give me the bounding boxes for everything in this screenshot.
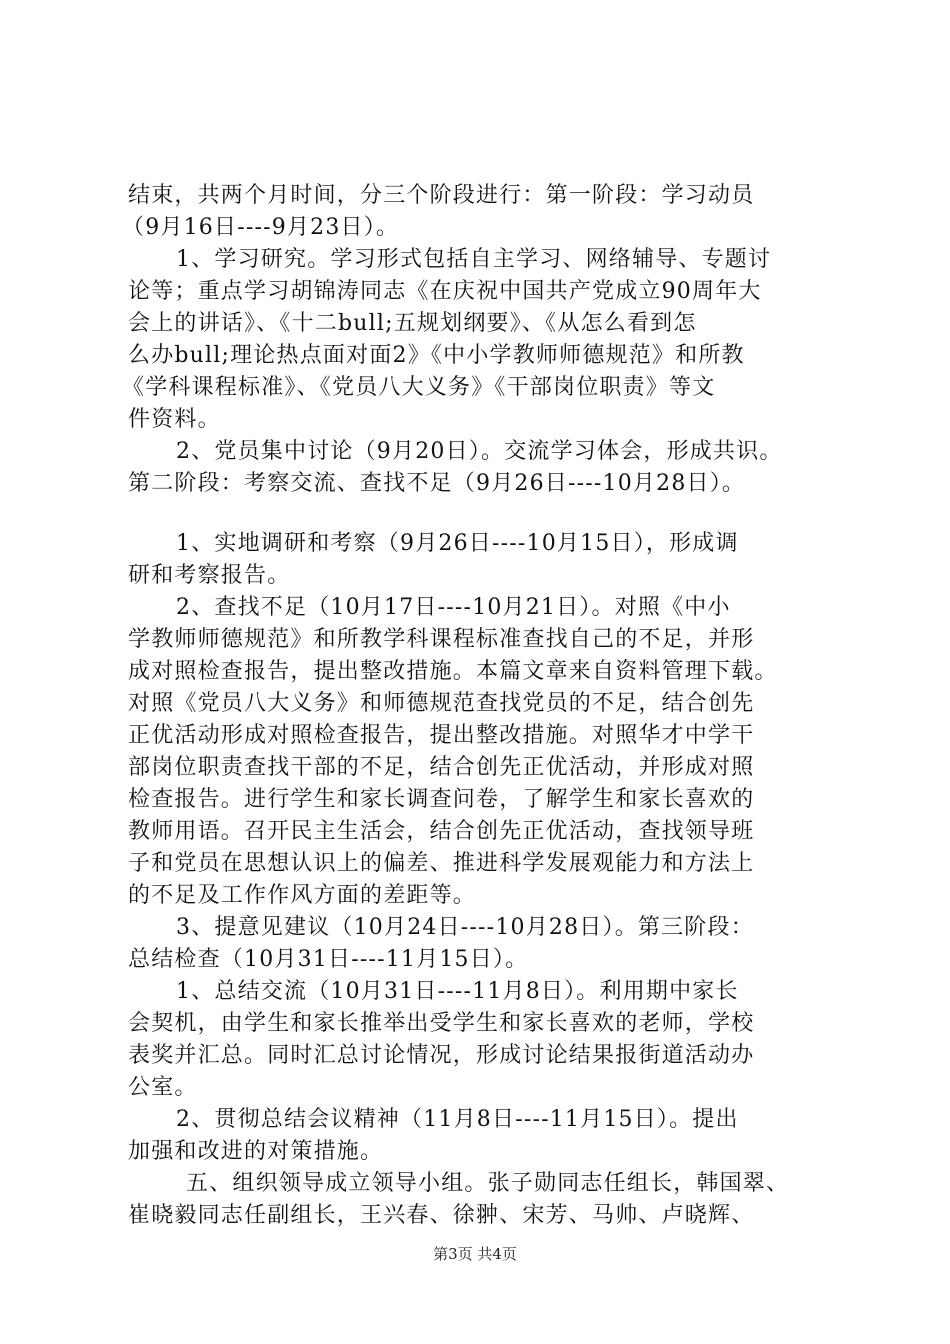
text-line: 《学科课程标准》、《党员八大义务》《干部岗位职责》等文: [122, 375, 716, 400]
text-line: 公室。: [128, 1075, 198, 1100]
text-line: 正优活动形成对照检查报告，提出整改措施。对照华才中学干: [128, 723, 755, 748]
text-line: 会上的讲话》、《十二bull;五规划纲要》、《从怎么看到怎: [128, 311, 697, 336]
text-line: 2、党员集中讨论（9月20日）。交流学习体会，形成共识。: [176, 439, 783, 464]
text-line: 研和考察报告。: [128, 563, 291, 588]
text-line: （9月16日----9月23日）。: [122, 215, 400, 240]
text-line: 2、查找不足（10月17日----10月21日）。对照《中小: [176, 595, 731, 620]
text-line: 五、组织领导成立领导小组。张子勋同志任组长，韩国翠、: [186, 1171, 790, 1196]
text-line: 子和党员在思想认识上的偏差、推进科学发展观能力和方法上: [128, 851, 755, 876]
text-line: 对照《党员八大义务》和师德规范查找党员的不足，结合创先: [128, 691, 755, 716]
text-line: 总结检查（10月31日----11月15日）。: [128, 947, 529, 972]
text-line: 检查报告。进行学生和家长调查问卷，了解学生和家长喜欢的: [128, 787, 755, 812]
text-line: 1、实地调研和考察（9月26日----10月15日），形成调: [176, 531, 739, 556]
text-line: 部岗位职责查找干部的不足，结合创先正优活动，并形成对照: [128, 755, 755, 780]
text-line: 1、总结交流（10月31日----11月8日）。利用期中家长: [176, 979, 739, 1004]
text-line: 么办bull;理论热点面对面2》《中小学教师师德规范》和所教: [128, 343, 745, 368]
text-line: 结束，共两个月时间，分三个阶段进行：第一阶段：学习动员: [128, 183, 755, 208]
text-line: 1、学习研究。学习形式包括自主学习、网络辅导、专题讨: [176, 247, 772, 272]
text-line: 学教师师德规范》和所教学科课程标准查找自己的不足，并形: [128, 627, 755, 652]
text-line: 加强和改进的对策措施。: [128, 1139, 384, 1164]
text-line: 会契机，由学生和家长推举出受学生和家长喜欢的老师，学校: [128, 1011, 755, 1036]
text-line: 崔晓毅同志任副组长，王兴春、徐翀、宋芳、马帅、卢晓辉、: [128, 1203, 755, 1228]
text-line: 2、贯彻总结会议精神（11月8日----11月15日）。提出: [176, 1107, 739, 1132]
text-line: 的不足及工作作风方面的差距等。: [128, 883, 477, 908]
text-line: 教师用语。召开民主生活会，结合创先正优活动，查找领导班: [128, 819, 755, 844]
text-line: 第二阶段：考察交流、查找不足（9月26日----10月28日）。: [128, 471, 746, 496]
text-line: 成对照检查报告，提出整改措施。本篇文章来自资料管理下载。: [128, 659, 778, 684]
page-footer: 第3页 共4页: [433, 1245, 517, 1263]
text-line: 论等；重点学习胡锦涛同志《在庆祝中国共产党成立90周年大: [128, 279, 762, 304]
text-line: 件资料。: [128, 407, 221, 432]
text-line: 表奖并汇总。同时汇总讨论情况，形成讨论结果报街道活动办: [128, 1043, 755, 1068]
text-line: 3、提意见建议（10月24日----10月28日）。第三阶段：: [176, 915, 754, 940]
